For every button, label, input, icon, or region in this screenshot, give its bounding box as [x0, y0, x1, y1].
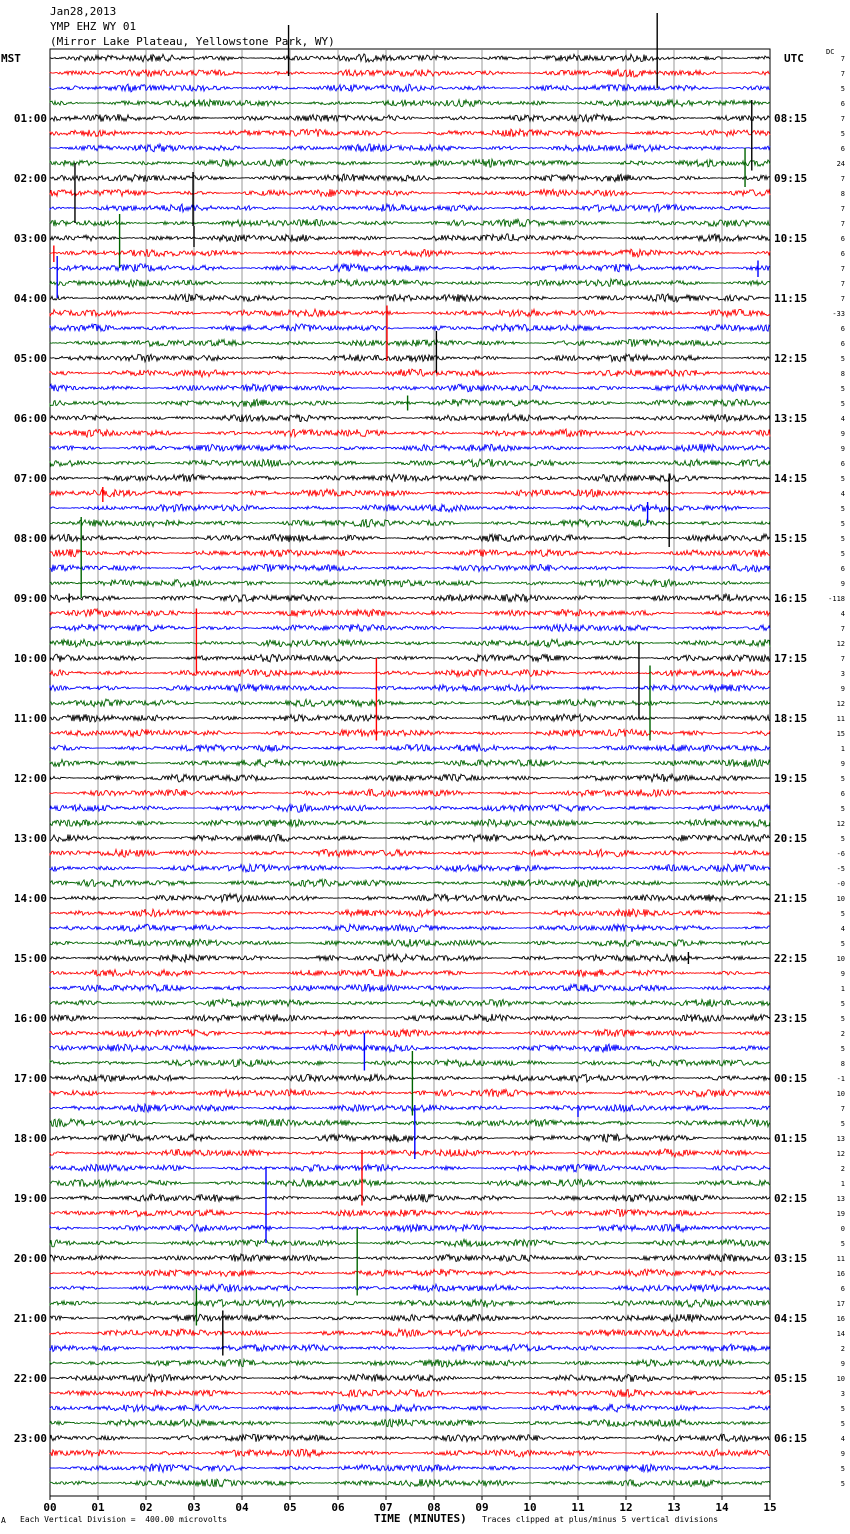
dc-offset-value: -5: [836, 865, 845, 873]
utc-hour-label: 11:15: [774, 292, 808, 305]
utc-hour-label: 02:15: [774, 1192, 808, 1205]
trace-blue: [50, 1224, 770, 1232]
dc-offset-value: 1: [840, 1180, 845, 1188]
trace-red: [50, 429, 770, 437]
trace-green: [50, 879, 770, 886]
mst-hour-label: 14:00: [13, 892, 47, 905]
x-tick-label: 11: [571, 1501, 585, 1514]
dc-offset-value: 5: [840, 355, 845, 363]
trace-red: [50, 789, 770, 796]
trace-black: [50, 954, 770, 962]
mst-hour-label: 03:00: [13, 232, 47, 245]
mst-hour-label: 12:00: [13, 772, 47, 785]
x-tick-label: 05: [283, 1501, 297, 1514]
utc-hour-label: 12:15: [774, 352, 808, 365]
trace-green: [50, 279, 770, 287]
dc-offset-value: 5: [840, 805, 845, 813]
dc-offset-value: 4: [840, 1435, 845, 1443]
dc-offset-value: 5: [840, 85, 845, 93]
dc-offset-value: 4: [840, 610, 845, 618]
trace-blue: [50, 924, 770, 932]
trace-red: [50, 969, 770, 976]
station-location: (Mirror Lake Plateau, Yellowstone Park, WY): [50, 35, 335, 48]
utc-hour-label: 22:15: [774, 952, 808, 965]
trace-blue: [50, 864, 770, 872]
dc-offset-value: 7: [840, 655, 845, 663]
dc-offset-value: 16: [836, 1270, 845, 1278]
dc-offset-value: 7: [840, 205, 845, 213]
dc-offset-value: 7: [840, 625, 845, 633]
dc-offset-value: 5: [840, 775, 845, 783]
dc-offset-value: 12: [836, 1150, 845, 1158]
trace-red: [50, 1329, 770, 1337]
utc-hour-label: 18:15: [774, 712, 808, 725]
dc-offset-value: 5: [840, 520, 845, 528]
utc-hour-label: 15:15: [774, 532, 808, 545]
dc-offset-value: 6: [840, 100, 845, 108]
trace-black: [50, 1074, 770, 1082]
x-tick-label: 09: [475, 1501, 489, 1514]
dc-offset-value: 5: [840, 1000, 845, 1008]
dc-offset-value: -118: [828, 595, 845, 603]
dc-offset-value: 5: [840, 1465, 845, 1473]
x-tick-label: 02: [139, 1501, 153, 1514]
mst-hour-label: 10:00: [13, 652, 47, 665]
trace-blue: [50, 804, 770, 812]
dc-offset-header: DC: [826, 48, 835, 56]
trace-black: [50, 1374, 770, 1382]
trace-black: [50, 774, 770, 782]
dc-offset-value: 6: [840, 1285, 845, 1293]
utc-hour-label: 14:15: [774, 472, 808, 485]
dc-offset-value: 12: [836, 700, 845, 708]
dc-offset-value: 9: [840, 1450, 845, 1458]
trace-green: [50, 759, 770, 767]
trace-blue: [50, 984, 770, 992]
trace-green: [50, 1419, 770, 1427]
utc-hour-label: 09:15: [774, 172, 808, 185]
trace-blue: [50, 144, 770, 152]
dc-offset-value: 12: [836, 640, 845, 648]
x-axis-title: TIME (MINUTES): [374, 1512, 467, 1525]
dc-offset-value: 7: [840, 175, 845, 183]
dc-offset-value: 5: [840, 1015, 845, 1023]
trace-blue: [50, 324, 770, 332]
dc-offset-value: 6: [840, 325, 845, 333]
dc-offset-value: 5: [840, 130, 845, 138]
mst-hour-label: 07:00: [13, 472, 47, 485]
trace-green: [50, 1299, 770, 1307]
plot-date: Jan28,2013: [50, 5, 117, 18]
x-tick-label: 10: [523, 1501, 537, 1514]
trace-black: [50, 714, 770, 722]
mst-hour-label: 05:00: [13, 352, 47, 365]
utc-hour-label: 19:15: [774, 772, 808, 785]
trace-blue: [50, 1284, 770, 1292]
utc-hour-label: 20:15: [774, 832, 808, 845]
dc-offset-value: 5: [840, 1240, 845, 1248]
dc-offset-value: 8: [840, 1060, 845, 1068]
trace-green: [50, 579, 770, 587]
x-tick-label: 00: [43, 1501, 57, 1514]
utc-hour-label: 08:15: [774, 112, 808, 125]
trace-red: [50, 909, 770, 917]
trace-blue: [50, 1344, 770, 1351]
mst-hour-label: 13:00: [13, 832, 47, 845]
mst-hour-label: 09:00: [13, 592, 47, 605]
mst-hour-label: 23:00: [13, 1432, 47, 1445]
plot-frame: [50, 49, 770, 1496]
scale-note: Each Vertical Division = 400.00 microvolts: [20, 1515, 228, 1524]
x-tick-label: 01: [91, 1501, 105, 1514]
mst-hour-label: 02:00: [13, 172, 47, 185]
dc-offset-value: 9: [840, 970, 845, 978]
dc-offset-value: 15: [836, 730, 845, 738]
dc-offset-value: 13: [836, 1135, 845, 1143]
dc-offset-value: 9: [840, 1360, 845, 1368]
mst-hour-label: 18:00: [13, 1132, 47, 1145]
utc-hour-label: 17:15: [774, 652, 808, 665]
trace-blue: [50, 684, 770, 692]
dc-offset-value: 6: [840, 340, 845, 348]
dc-offset-value: 9: [840, 580, 845, 588]
trace-green: [50, 1179, 770, 1187]
trace-red: [50, 1029, 770, 1037]
trace-green: [50, 339, 770, 347]
dc-offset-value: 5: [840, 835, 845, 843]
dc-offset-value: 17: [836, 1300, 845, 1308]
trace-red: [50, 369, 770, 377]
trace-black: [50, 54, 770, 62]
utc-hour-label: 04:15: [774, 1312, 808, 1325]
trace-black: [50, 1254, 770, 1262]
dc-offset-value: 10: [836, 955, 845, 963]
trace-blue: [50, 84, 770, 92]
trace-green: [50, 939, 770, 947]
trace-red: [50, 549, 770, 557]
trace-red: [50, 189, 770, 197]
trace-green: [50, 699, 770, 707]
trace-black: [50, 1434, 770, 1442]
dc-offset-value: 5: [840, 1480, 845, 1488]
dc-offset-value: 5: [840, 940, 845, 948]
dc-offset-value: 5: [840, 505, 845, 513]
trace-red: [50, 1449, 770, 1457]
trace-black: [50, 1014, 770, 1022]
dc-offset-value: 9: [840, 445, 845, 453]
dc-offset-value: 6: [840, 250, 845, 258]
trace-blue: [50, 564, 770, 572]
trace-blue: [50, 1044, 770, 1052]
trace-green: [50, 159, 770, 167]
x-tick-label: 15: [763, 1501, 777, 1514]
mst-hour-label: 15:00: [13, 952, 47, 965]
dc-offset-value: 5: [840, 535, 845, 543]
dc-offset-value: 5: [840, 385, 845, 393]
trace-black: [50, 414, 770, 422]
dc-offset-value: 10: [836, 1375, 845, 1383]
trace-green: [50, 1239, 770, 1246]
dc-offset-value: -33: [832, 310, 845, 318]
mst-hour-label: 08:00: [13, 532, 47, 545]
mst-hour-label: 19:00: [13, 1192, 47, 1205]
trace-blue: [50, 384, 770, 392]
utc-hour-label: 23:15: [774, 1012, 808, 1025]
trace-black: [50, 594, 770, 602]
trace-green: [50, 1479, 770, 1487]
dc-offset-value: 10: [836, 895, 845, 903]
mst-hour-label: 17:00: [13, 1072, 47, 1085]
trace-green: [50, 519, 770, 527]
utc-hour-label: 05:15: [774, 1372, 808, 1385]
trace-black: [50, 654, 770, 662]
left-timezone-label: MST: [1, 52, 21, 65]
x-tick-label: 03: [187, 1501, 201, 1514]
trace-blue: [50, 624, 770, 632]
dc-offset-value: 12: [836, 820, 845, 828]
trace-blue: [50, 264, 770, 272]
dc-offset-value: 7: [840, 295, 845, 303]
trace-red: [50, 1149, 770, 1157]
trace-red: [50, 1209, 770, 1217]
trace-black: [50, 474, 770, 482]
trace-black: [50, 1314, 770, 1322]
trace-black: [50, 894, 770, 902]
x-tick-label: 07: [379, 1501, 393, 1514]
trace-red: [50, 849, 770, 857]
dc-offset-value: 7: [840, 55, 845, 63]
dc-offset-value: 7: [840, 70, 845, 78]
trace-red: [50, 309, 770, 317]
trace-red: [50, 129, 770, 137]
trace-red: [50, 249, 770, 257]
trace-green: [50, 1359, 770, 1367]
trace-green: [50, 99, 770, 107]
dc-offset-value: 11: [836, 715, 845, 723]
trace-green: [50, 639, 770, 647]
station-code: YMP EHZ WY 01: [50, 20, 137, 33]
trace-red: [50, 729, 770, 737]
dc-offset-value: 8: [840, 190, 845, 198]
trace-green: [50, 1119, 770, 1127]
dc-offset-value: 2: [840, 1345, 845, 1353]
trace-blue: [50, 1404, 770, 1412]
trace-black: [50, 1194, 770, 1202]
dc-offset-value: 5: [840, 1420, 845, 1428]
dc-offset-value: 6: [840, 235, 845, 243]
trace-black: [50, 114, 770, 122]
trace-black: [50, 1134, 770, 1142]
dc-offset-value: 3: [840, 670, 845, 678]
x-tick-label: 13: [667, 1501, 681, 1514]
dc-offset-value: 14: [836, 1330, 845, 1338]
trace-blue: [50, 1164, 770, 1172]
trace-red: [50, 1389, 770, 1397]
trace-red: [50, 609, 770, 617]
dc-offset-value: 5: [840, 1405, 845, 1413]
dc-offset-value: 8: [840, 370, 845, 378]
mst-hour-label: 20:00: [13, 1252, 47, 1265]
mst-hour-label: 06:00: [13, 412, 47, 425]
utc-hour-label: 13:15: [774, 412, 808, 425]
footer-mark: A: [1, 1516, 6, 1525]
dc-offset-value: 4: [840, 415, 845, 423]
trace-black: [50, 234, 770, 242]
trace-red: [50, 1269, 770, 1277]
x-tick-label: 04: [235, 1501, 249, 1514]
dc-offset-value: 7: [840, 115, 845, 123]
dc-offset-value: 7: [840, 280, 845, 288]
trace-green: [50, 1059, 770, 1067]
trace-black: [50, 354, 770, 362]
dc-offset-value: 5: [840, 550, 845, 558]
dc-offset-value: 4: [840, 925, 845, 933]
mst-hour-label: 04:00: [13, 292, 47, 305]
trace-green: [50, 399, 770, 407]
x-tick-label: 08: [427, 1501, 441, 1514]
dc-offset-value: -0: [836, 880, 845, 888]
clip-note: Traces clipped at plus/minus 5 vertical divisions: [482, 1515, 719, 1524]
dc-offset-value: 6: [840, 565, 845, 573]
mst-hour-label: 16:00: [13, 1012, 47, 1025]
trace-blue: [50, 1104, 770, 1112]
trace-red: [50, 1089, 770, 1097]
dc-offset-value: 1: [840, 985, 845, 993]
trace-blue: [50, 744, 770, 751]
mst-hour-label: 22:00: [13, 1372, 47, 1385]
utc-hour-label: 03:15: [774, 1252, 808, 1265]
dc-offset-value: 16: [836, 1315, 845, 1323]
dc-offset-value: 9: [840, 685, 845, 693]
mst-hour-label: 21:00: [13, 1312, 47, 1325]
dc-offset-value: 6: [840, 460, 845, 468]
trace-red: [50, 69, 770, 77]
utc-hour-label: 21:15: [774, 892, 808, 905]
dc-offset-value: 3: [840, 1390, 845, 1398]
dc-offset-value: -1: [836, 1075, 845, 1083]
x-tick-label: 14: [715, 1501, 729, 1514]
utc-hour-label: 10:15: [774, 232, 808, 245]
trace-red: [50, 489, 770, 497]
dc-offset-value: 5: [840, 910, 845, 918]
dc-offset-value: 7: [840, 1105, 845, 1113]
dc-offset-value: 7: [840, 265, 845, 273]
dc-offset-value: 2: [840, 1030, 845, 1038]
dc-offset-value: 5: [840, 475, 845, 483]
trace-black: [50, 834, 770, 841]
trace-black: [50, 534, 770, 542]
dc-offset-value: 10: [836, 1090, 845, 1098]
dc-offset-value: 7: [840, 220, 845, 228]
utc-hour-label: 06:15: [774, 1432, 808, 1445]
trace-blue: [50, 444, 770, 452]
utc-hour-label: 01:15: [774, 1132, 808, 1145]
mst-hour-label: 01:00: [13, 112, 47, 125]
trace-blue: [50, 504, 770, 512]
dc-offset-value: 9: [840, 760, 845, 768]
dc-offset-value: 6: [840, 145, 845, 153]
dc-offset-value: 5: [840, 400, 845, 408]
x-tick-label: 12: [619, 1501, 633, 1514]
dc-offset-value: 4: [840, 490, 845, 498]
trace-black: [50, 174, 770, 182]
dc-offset-value: 24: [836, 160, 845, 168]
utc-hour-label: 16:15: [774, 592, 808, 605]
trace-green: [50, 999, 770, 1007]
dc-offset-value: 0: [840, 1225, 845, 1233]
dc-offset-value: 5: [840, 1045, 845, 1053]
trace-green: [50, 219, 770, 227]
dc-offset-value: 2: [840, 1165, 845, 1173]
right-timezone-label: UTC: [784, 52, 804, 65]
dc-offset-value: 19: [836, 1210, 845, 1218]
dc-offset-value: 1: [840, 745, 845, 753]
dc-offset-value: -6: [836, 850, 845, 858]
trace-green: [50, 459, 770, 467]
dc-offset-value: 9: [840, 430, 845, 438]
trace-green: [50, 819, 770, 826]
dc-offset-value: 5: [840, 1120, 845, 1128]
mst-hour-label: 11:00: [13, 712, 47, 725]
x-tick-label: 06: [331, 1501, 345, 1514]
trace-blue: [50, 204, 770, 212]
dc-offset-value: 6: [840, 790, 845, 798]
utc-hour-label: 00:15: [774, 1072, 808, 1085]
trace-blue: [50, 1464, 770, 1472]
dc-offset-value: 13: [836, 1195, 845, 1203]
trace-red: [50, 669, 770, 676]
dc-offset-value: 11: [836, 1255, 845, 1263]
trace-black: [50, 294, 770, 302]
